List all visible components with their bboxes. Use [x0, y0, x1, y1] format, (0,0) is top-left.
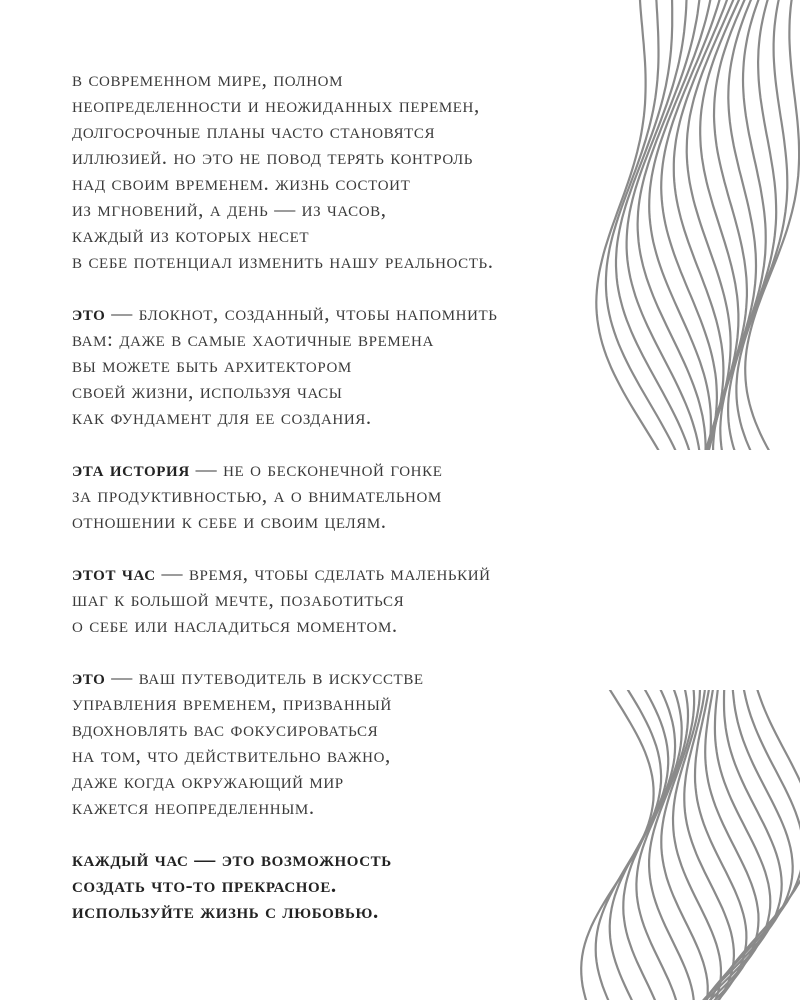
wave-line [661, 690, 707, 1000]
text-line: вам: даже в самые хаотичные времена [72, 327, 434, 351]
text-line: в современном мире, полном [72, 67, 344, 91]
paragraph-5 [72, 664, 652, 820]
text-line [72, 456, 652, 482]
closing-line: создать что-то прекрасное. [72, 873, 337, 897]
text-fragment: — время, чтобы сделать маленький [155, 561, 491, 585]
text-line: управления временем, призванный [72, 691, 392, 715]
paragraph-lead: это [72, 301, 106, 325]
paragraph-lead: этот час [72, 561, 156, 585]
paragraph-lead: эта история [72, 457, 190, 481]
wave-line [745, 0, 799, 450]
text-line: долгосрочные планы часто становятся [72, 119, 436, 143]
text-line: как фундамент для ее создания. [72, 405, 372, 429]
paragraph-lead: это [72, 665, 106, 689]
text-fragment: — ваш путеводитель в искусстве [105, 665, 424, 689]
text-line: иллюзией. но это не повод терять контроль [72, 145, 473, 169]
text-line: из мгновений, а день — из часов, [72, 197, 387, 221]
closing-line: используйте жизнь с любовью. [72, 899, 379, 923]
text-line: в себе потенциал изменить нашу реальность. [72, 249, 494, 273]
text-line: кажется неопределенным. [72, 795, 315, 819]
text-line: на том, что действительно важно, [72, 743, 391, 767]
text-line: неопределенности и неожиданных перемен, [72, 93, 480, 117]
text-line [72, 664, 652, 690]
text-line: над своим временем. жизнь состоит [72, 171, 411, 195]
intro-text [72, 66, 652, 950]
text-line: вдохновлять вас фокусироваться [72, 717, 379, 741]
text-fragment: — не о бесконечной гонке [189, 457, 443, 481]
text-line: о себе или насладиться моментом. [72, 613, 398, 637]
text-line [72, 560, 652, 586]
wave-line [674, 0, 731, 450]
paragraph-1 [72, 66, 652, 274]
text-line: каждый из которых несет [72, 223, 310, 247]
wave-line [695, 690, 746, 1000]
text-line [72, 300, 652, 326]
wave-line [696, 690, 782, 1000]
text-fragment: — блокнот, созданный, чтобы напомнить [105, 301, 498, 325]
text-line: своей жизни, используя часы [72, 379, 343, 403]
closing-line: каждый час — это возможность [72, 847, 392, 871]
paragraph-3 [72, 456, 652, 534]
paragraph-2 [72, 300, 652, 430]
text-line: вы можете быть архитектором [72, 353, 352, 377]
text-line: за продуктивностью, а о внимательном [72, 483, 442, 507]
text-line: шаг к большой мечте, позаботиться [72, 587, 405, 611]
closing-statement [72, 846, 652, 924]
text-line: даже когда окружающий мир [72, 769, 344, 793]
text-line: отношении к себе и своим целям. [72, 509, 387, 533]
paragraph-4 [72, 560, 652, 638]
